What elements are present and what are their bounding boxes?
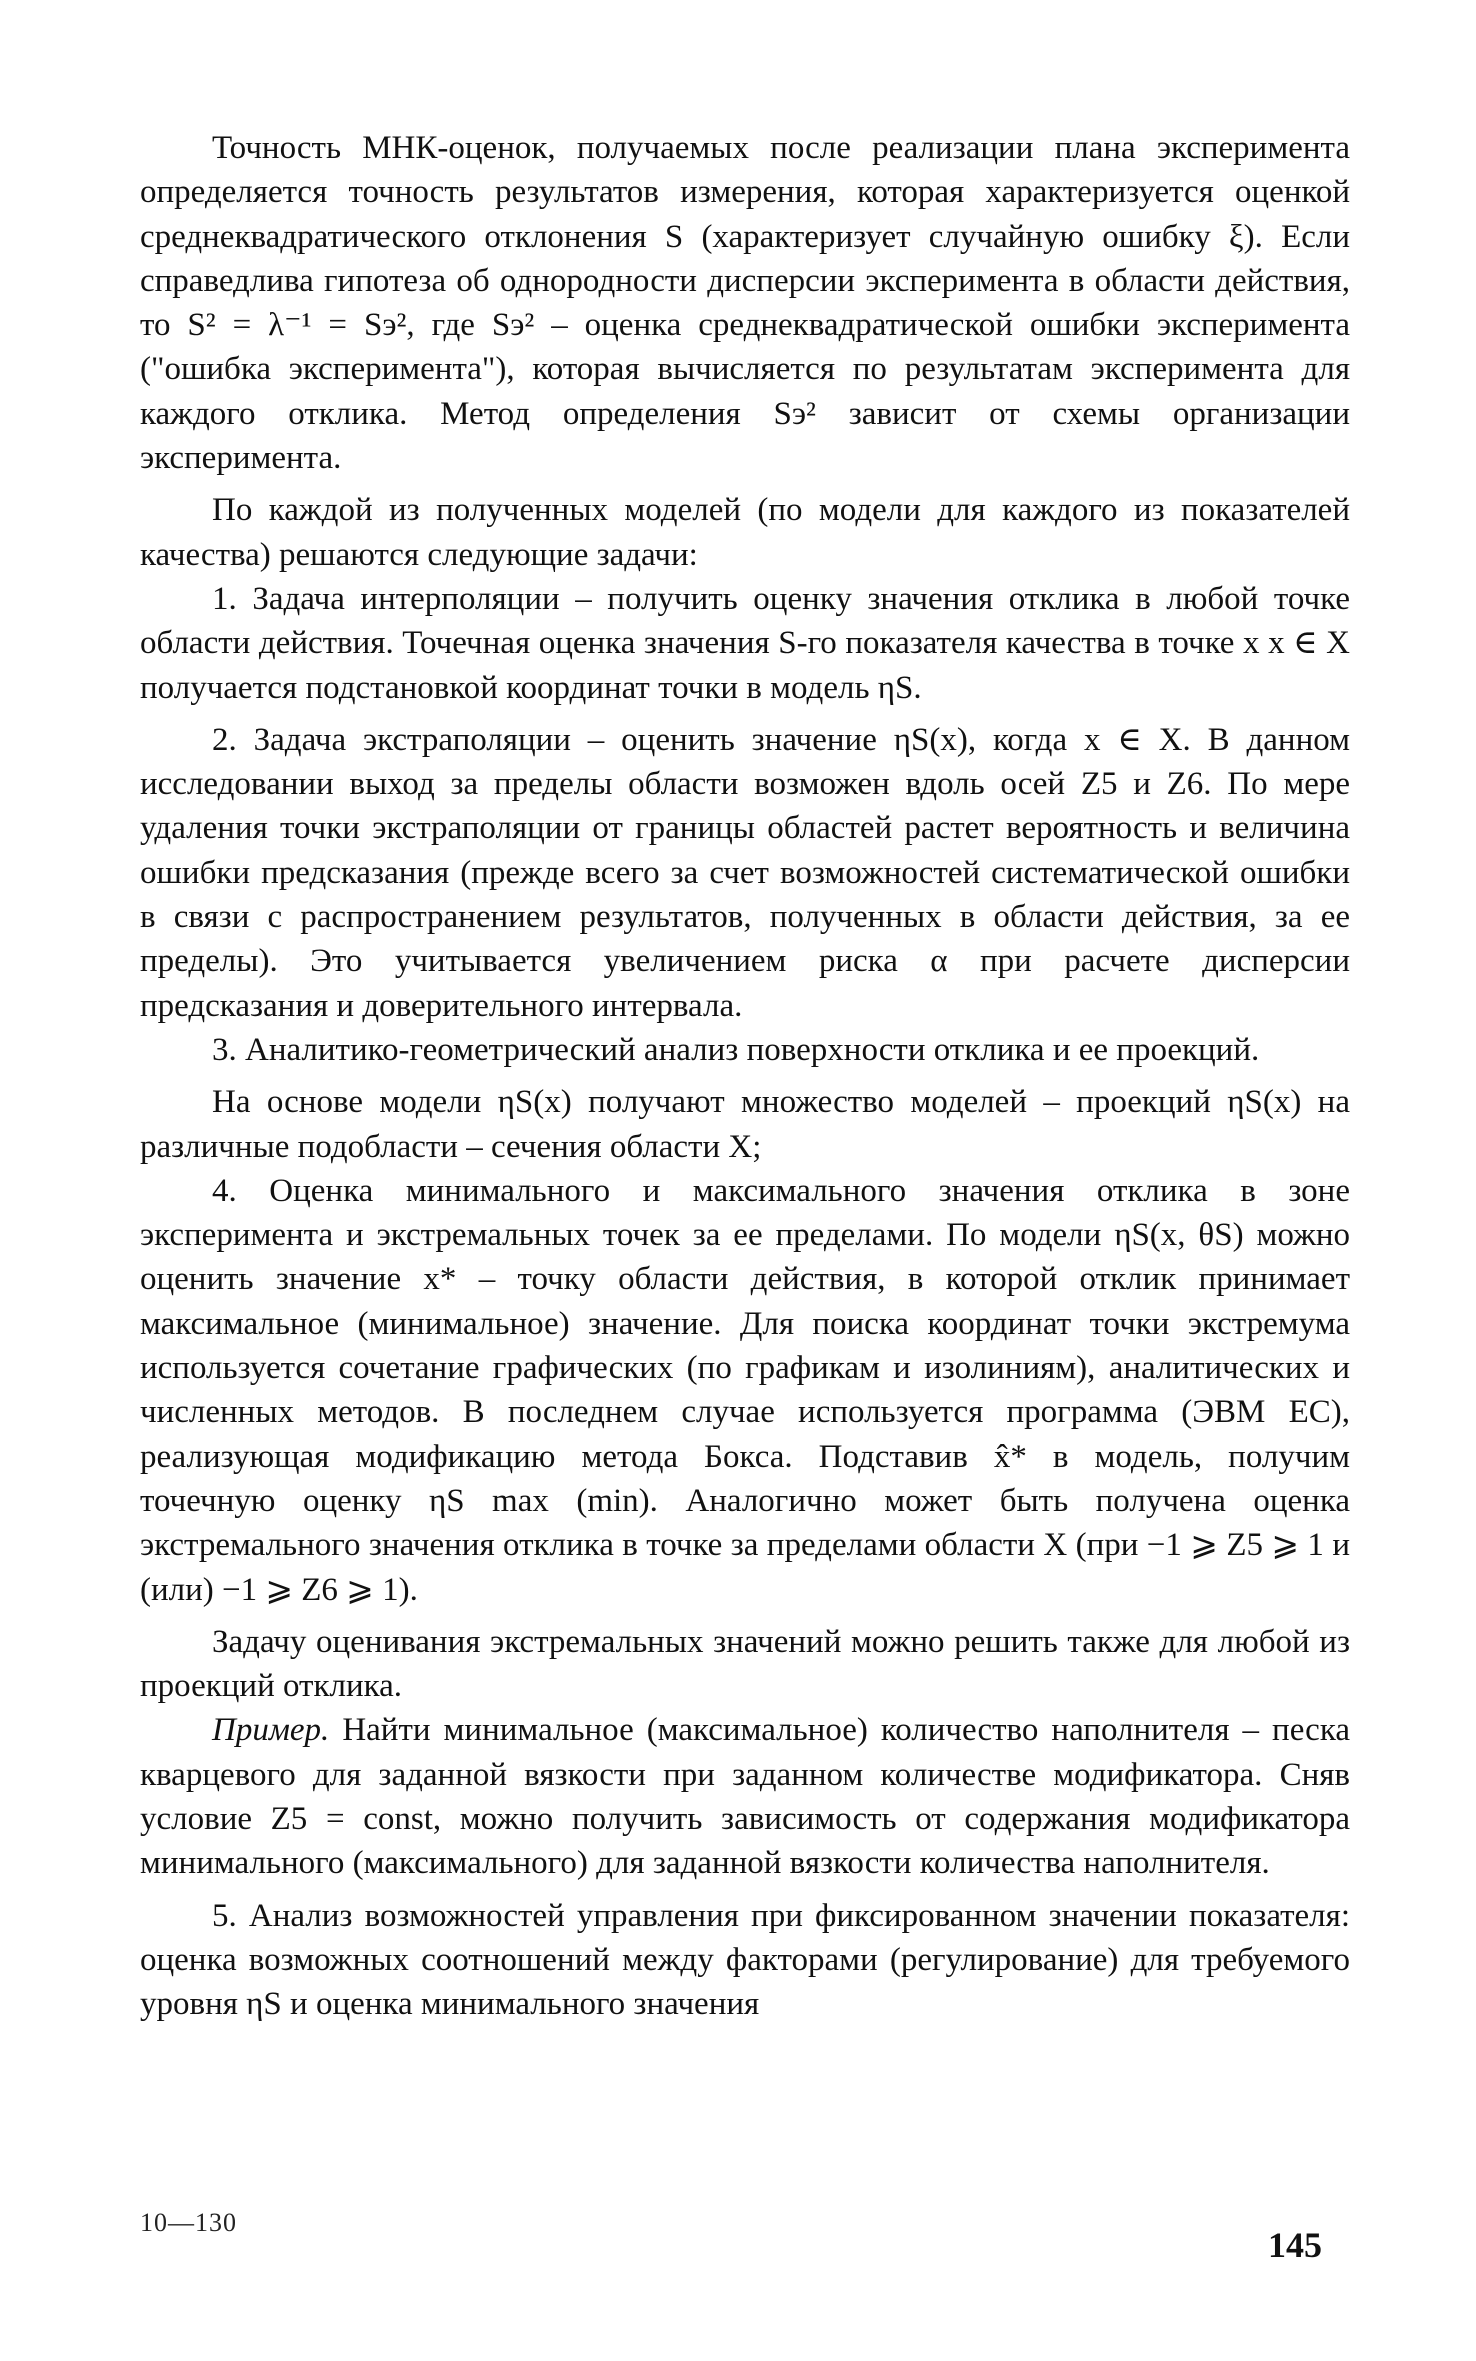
paragraph-example [140,1708,1350,1885]
paragraph-tasks-intro: По каждой из полученных моделей (по модели для каждого из показателей качества) решаются следующие задачи: [140,492,1350,573]
paragraph-mnk-accuracy: Точность МНК-оценок, получаемых после реализации плана эксперимента определяется точность результатов измерения, которая характеризуется оценкой среднеквадратического отклонения S (характеризует случайную ошибку ξ). Если справедлива гипотеза об однородности дисперсии эксперимента в области действия, то S² = λ⁻¹ = Sэ², где Sэ² – оценка среднеквадратической ошибки эксперимента ("ошибка эксперимента"), которая вычисляется по результатам эксперимента для каждого отклика. Метод определения Sэ² зависит от схемы организации эксперимента. [140,130,1350,477]
example-label: Пример. [212,1712,330,1749]
example-text: Найти минимальное (максимальное) количество наполнителя – песка кварцевого для заданной вязкости при заданном количестве модификатора. Сняв условие Z5 = const, можно получить зависимость от содержания модификатора минимального (максимального) для заданной вязкости количества наполнителя. [140,1712,1351,1882]
paragraph-geometric-analysis: 3. Аналитико-геометрический анализ поверхности отклика и ее проекций. [212,1031,1260,1068]
paragraph-interpolation: 1. Задача интерполяции – получить оценку значения отклика в любой точке области действия. Точечная оценка значения S-го показателя качества в точке x x ∈ X получается подстановкой координат точки в модель ηS. [140,580,1350,706]
paragraph-model-projections: На основе модели ηS(x) получают множество моделей – проекций ηS(x) на различные подобласти – сечения области X; [140,1084,1350,1165]
paragraph-extrapolation: 2. Задача экстраполяции – оценить значение ηS(x), когда x ∈ X. В данном исследовании выход за пределы области возможен вдоль осей Z5 и Z6. По мере удаления точки экстраполяции от границы областей растет вероятность и величина ошибки предсказания (прежде всего за счет возможностей систематической ошибки в связи с распространением результатов, полученных в области действия, за ее пределы). Это учитывается увеличением риска α при расчете дисперсии предсказания и доверительного интервала. [140,721,1350,1024]
paragraph-extremal-projections: Задачу оценивания экстремальных значений можно решить также для любой из проекций отклика. [140,1623,1350,1705]
paragraph-extremum-estimation: 4. Оценка минимального и максимального значения отклика в зоне эксперимента и экстремальных точек за ее пределами. По модели ηS(x, θS) можно оценить значение x* – точку области действия, в которой отклик принимает максимальное (минимальное) значение. Для поиска координат точки экстремума используется сочетание графических (по графикам и изолиниям), аналитических и численных методов. В последнем случае используется программа (ЭВМ ЕС), реализующая модификацию метода Бокса. Подставив x̂* в модель, получим точечную оценку ηS max (min). Аналогично может быть получена оценка экстремального значения отклика в точке за пределами области X (при −1 ⩾ Z5 ⩾ 1 и (или) −1 ⩾ Z6 ⩾ 1). [140,1172,1350,1608]
signature-mark: 10—130 [140,2208,237,2237]
paragraph-control-analysis: 5. Анализ возможностей управления при фиксированном значении показателя: оценка возможных соотношений между факторами (регулирование) для требуемого уровня ηS и оценка минимального значения [140,1897,1350,2023]
page-number: 145 [1268,2225,1322,2265]
main-text [140,126,1350,2026]
